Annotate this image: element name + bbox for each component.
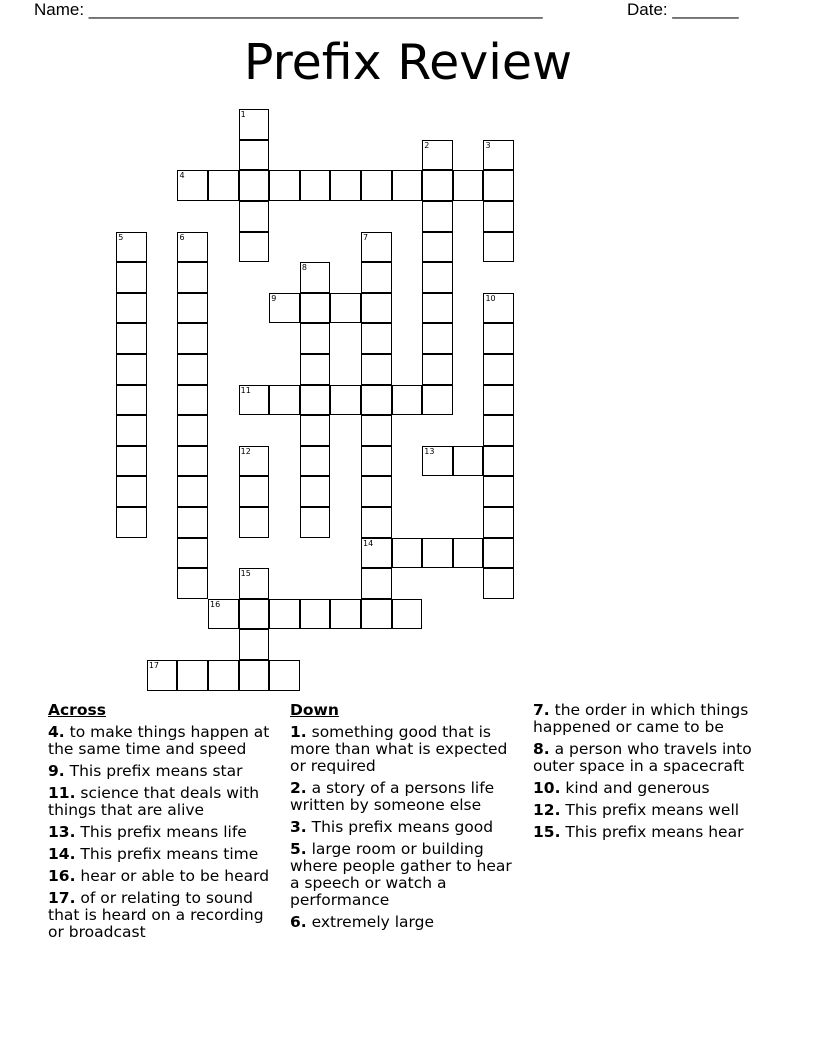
grid-cell[interactable] [177,293,208,324]
grid-cell[interactable] [361,415,392,446]
grid-cell[interactable] [269,599,300,630]
clue-number: 15. [533,823,561,841]
grid-cell[interactable] [177,385,208,416]
grid-cell[interactable] [483,293,514,324]
grid-cell[interactable] [483,323,514,354]
grid-cell[interactable] [239,170,270,201]
grid-cell[interactable] [239,446,270,477]
clue-item [533,780,763,797]
clue-number: 8. [533,740,550,758]
grid-cell[interactable] [422,232,453,263]
grid-cell[interactable] [392,538,423,569]
grid-cell[interactable] [483,201,514,232]
grid-cell[interactable] [116,446,147,477]
clue-text: kind and generous [565,779,710,797]
grid-cell[interactable] [330,170,361,201]
grid-cell[interactable] [208,599,239,630]
grid-cell[interactable] [453,170,484,201]
cell-number: 3 [485,140,491,150]
grid-cell[interactable] [177,323,208,354]
grid-cell[interactable] [300,385,331,416]
grid-cell[interactable] [269,170,300,201]
grid-cell[interactable] [116,262,147,293]
grid-cell[interactable] [361,323,392,354]
grid-cell[interactable] [177,538,208,569]
grid-cell[interactable] [361,507,392,538]
grid-cell[interactable] [239,201,270,232]
grid-cell[interactable] [361,354,392,385]
cell-number: 16 [210,599,221,609]
grid-cell[interactable] [239,232,270,263]
grid-cell[interactable] [269,385,300,416]
grid-cell[interactable] [422,354,453,385]
clue-number: 4. [48,723,65,741]
grid-cell[interactable] [483,170,514,201]
grid-cell[interactable] [361,599,392,630]
grid-cell[interactable] [116,354,147,385]
grid-cell[interactable] [422,323,453,354]
grid-cell[interactable] [483,476,514,507]
clue-number: 9. [48,762,65,780]
grid-cell[interactable] [422,538,453,569]
clue-number: 3. [290,818,307,836]
grid-cell[interactable] [422,385,453,416]
grid-cell[interactable] [116,507,147,538]
grid-cell[interactable] [361,476,392,507]
grid-cell[interactable] [208,170,239,201]
grid-cell[interactable] [177,262,208,293]
grid-cell[interactable] [392,385,423,416]
clue-item [533,741,763,775]
clue-number: 17. [48,889,76,907]
clue-text: a person who travels into outer space in a spacecraft [533,740,752,775]
clue-text: a story of a persons life written by someone else [290,779,495,814]
grid-cell[interactable] [177,170,208,201]
clue-text: This prefix means star [69,762,243,780]
grid-cell[interactable] [330,385,361,416]
clue-item [290,819,518,836]
cell-number: 7 [363,232,369,242]
grid-cell[interactable] [239,507,270,538]
clue-text: to make things happen at the same time and speed [48,723,270,758]
cell-number: 14 [363,538,374,548]
across-heading: Across [48,701,106,719]
grid-cell[interactable] [239,140,270,171]
clue-text: the order in which things happened or came to be [533,701,749,736]
cell-number: 15 [240,569,251,579]
clue-text: something good that is more than what is expected or required [290,723,508,775]
grid-cell[interactable] [300,476,331,507]
grid-cell[interactable] [177,446,208,477]
grid-cell[interactable] [239,629,270,660]
grid-cell[interactable] [177,660,208,691]
clue-item [48,846,273,863]
clue-number: 2. [290,779,307,797]
name-field[interactable]: Name: ________________________________________________ [34,0,543,19]
grid-cell[interactable] [361,385,392,416]
grid-cell[interactable] [116,476,147,507]
page-title: Prefix Review [243,34,573,91]
grid-cell[interactable] [483,507,514,538]
cell-number: 1 [240,110,246,120]
cell-number: 11 [240,385,251,395]
grid-cell[interactable] [300,293,331,324]
grid-cell[interactable] [422,262,453,293]
cell-number: 12 [240,446,251,456]
grid-cell[interactable] [177,415,208,446]
cell-number: 13 [424,446,435,456]
grid-cell[interactable] [239,599,270,630]
grid-cell[interactable] [392,170,423,201]
clue-text: large room or building where people gather to hear a speech or watch a performance [290,840,512,909]
cell-number: 9 [271,293,277,303]
grid-cell[interactable] [422,140,453,171]
grid-cell[interactable] [239,568,270,599]
grid-cell[interactable] [300,446,331,477]
grid-cell[interactable] [422,446,453,477]
grid-cell[interactable] [300,170,331,201]
clue-item [48,890,273,941]
grid-cell[interactable] [177,232,208,263]
date-field[interactable]: Date: _______ [627,0,739,19]
grid-cell[interactable] [483,538,514,569]
grid-cell[interactable] [422,170,453,201]
clue-text: extremely large [311,913,435,931]
grid-cell[interactable] [269,293,300,324]
cell-number: 17 [148,661,160,671]
clue-text: hear or able to be heard [80,867,270,885]
grid-cell[interactable] [239,109,270,140]
cell-number: 6 [179,232,185,242]
grid-cell[interactable] [483,385,514,416]
down-clues-col2 [533,702,763,846]
clue-item [290,914,518,931]
clue-item [533,702,763,736]
grid-cell[interactable] [116,293,147,324]
grid-cell[interactable] [300,354,331,385]
clue-text: This prefix means good [311,818,494,836]
grid-cell[interactable] [422,293,453,324]
clue-text: This prefix means time [80,845,259,863]
clue-text: This prefix means well [565,801,740,819]
grid-cell[interactable] [483,415,514,446]
grid-cell[interactable] [361,170,392,201]
grid-cell[interactable] [422,201,453,232]
cell-number: 4 [179,171,185,181]
grid-cell[interactable] [300,507,331,538]
clue-number: 6. [290,913,307,931]
clue-number: 12. [533,801,561,819]
clue-number: 13. [48,823,76,841]
clue-text: of or relating to sound that is heard on a recording or broadcast [48,889,264,941]
grid-cell[interactable] [483,354,514,385]
cell-number: 2 [424,140,430,150]
grid-cell[interactable] [453,538,484,569]
grid-cell[interactable] [483,568,514,599]
grid-cell[interactable] [483,140,514,171]
clue-number: 5. [290,840,307,858]
clue-number: 1. [290,723,307,741]
clue-text: science that deals with things that are alive [48,784,260,819]
grid-cell[interactable] [361,262,392,293]
grid-cell[interactable] [116,323,147,354]
grid-cell[interactable] [147,660,178,691]
clue-item [48,868,273,885]
down-clues-col1 [290,702,518,936]
across-clues [48,702,273,946]
grid-cell[interactable] [392,599,423,630]
cell-number: 8 [301,263,307,273]
grid-cell[interactable] [483,232,514,263]
clue-item [290,724,518,775]
grid-cell[interactable] [269,660,300,691]
grid-cell[interactable] [300,323,331,354]
grid-cell[interactable] [300,415,331,446]
grid-cell[interactable] [361,568,392,599]
clue-item [290,841,518,909]
clue-item [48,785,273,819]
grid-cell[interactable] [116,415,147,446]
clue-number: 16. [48,867,76,885]
grid-cell[interactable] [300,262,331,293]
grid-cell[interactable] [239,660,270,691]
down-heading: Down [290,701,339,719]
grid-cell[interactable] [330,293,361,324]
grid-cell[interactable] [300,599,331,630]
clue-text: This prefix means life [80,823,247,841]
clue-item [533,802,763,819]
clue-number: 7. [533,701,550,719]
grid-cell[interactable] [453,446,484,477]
grid-cell[interactable] [361,293,392,324]
grid-cell[interactable] [177,507,208,538]
grid-cell[interactable] [116,385,147,416]
grid-cell[interactable] [361,538,392,569]
grid-cell[interactable] [116,232,147,263]
grid-cell[interactable] [239,385,270,416]
clue-number: 14. [48,845,76,863]
clue-number: 11. [48,784,76,802]
grid-cell[interactable] [361,232,392,263]
cell-number: 10 [485,293,496,303]
cell-number: 5 [118,232,124,242]
clue-item [48,724,273,758]
grid-cell[interactable] [239,476,270,507]
clue-item [48,763,273,780]
clue-item [48,824,273,841]
grid-cell[interactable] [330,599,361,630]
grid-cell[interactable] [177,568,208,599]
grid-cell[interactable] [208,660,239,691]
grid-cell[interactable] [483,446,514,477]
grid-cell[interactable] [361,446,392,477]
clue-item [290,780,518,814]
grid-cell[interactable] [177,354,208,385]
clue-number: 10. [533,779,561,797]
clue-text: This prefix means hear [565,823,744,841]
clue-item [533,824,763,841]
grid-cell[interactable] [177,476,208,507]
